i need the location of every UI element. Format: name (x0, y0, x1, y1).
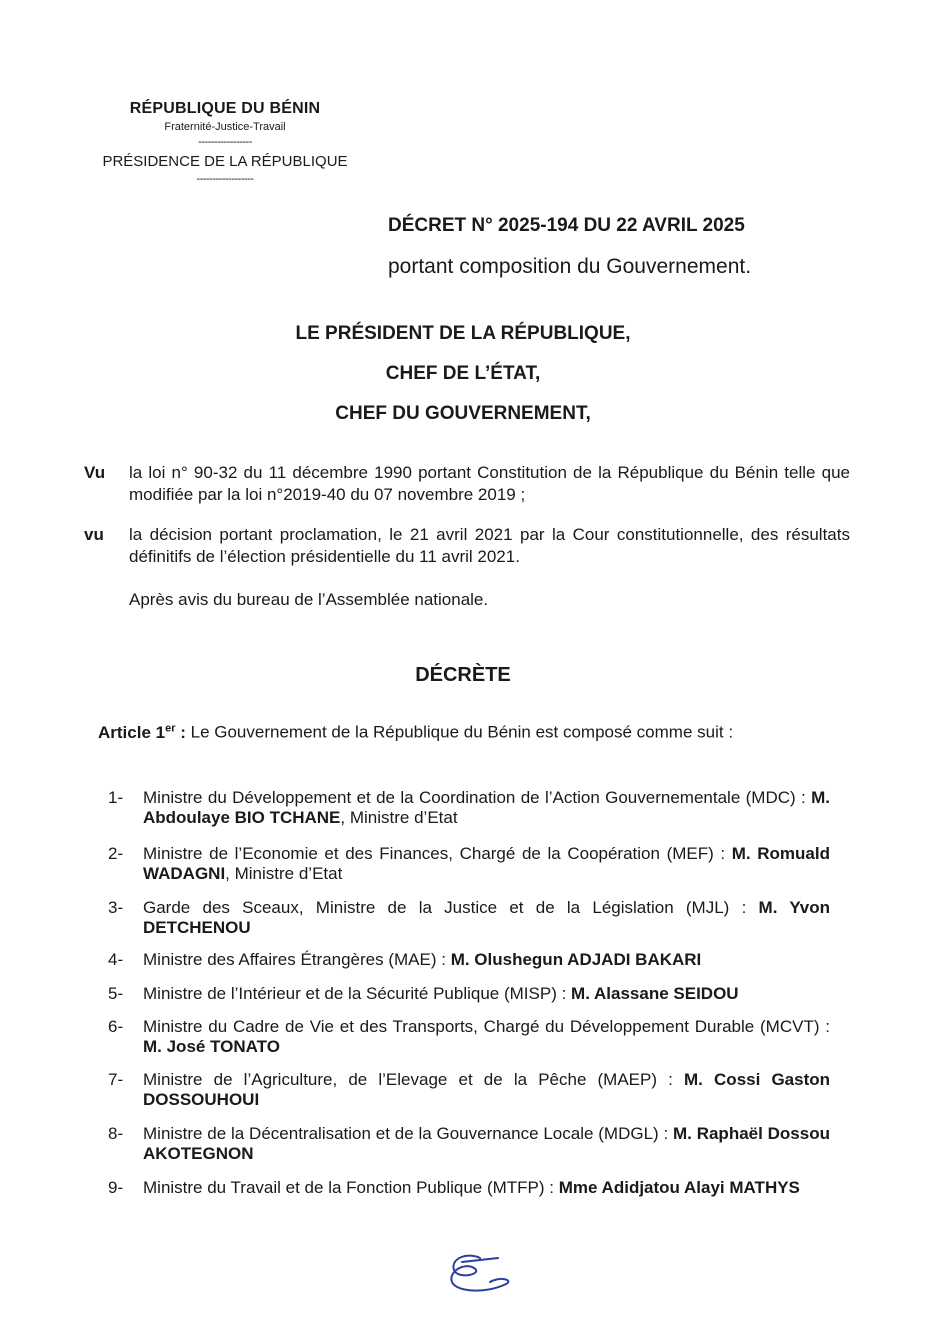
list-item (100, 1178, 830, 1198)
article-label-sup: er (165, 722, 176, 734)
separator: ------------------ (196, 173, 254, 185)
national-motto: Fraternité-Justice-Travail (164, 121, 286, 133)
minister-suffix: , Ministre d’Etat (340, 808, 458, 827)
consideration-text: la décision portant proclamation, le 21 avril 2021 par la Cour constitutionnelle, des résultats définitifs de l’élection présidentielle du 11 avril 2021. (129, 525, 850, 566)
minister-name: M. Cossi Gaston DOSSOUHOUI (143, 1070, 831, 1109)
ministry-role: Ministre de l’Economie et des Finances, Chargé de la Coopération (MEF) : (143, 844, 732, 863)
republic-name: RÉPUBLIQUE DU BÉNIN (129, 100, 321, 117)
consideration (84, 462, 850, 506)
article-1 (98, 722, 733, 743)
item-number: 8- (108, 1124, 124, 1143)
consideration-label: vu (84, 525, 104, 544)
consideration-label: Vu (84, 463, 106, 482)
decree-title: DÉCRET N° 2025-194 DU 22 AVRIL 2025 (388, 215, 745, 236)
item-number: 6- (108, 1017, 124, 1036)
after-opinion-text: Après avis du bureau de l’Assemblée nationale. (129, 590, 489, 609)
consideration (84, 524, 850, 568)
president-title-line: CHEF DE L’ÉTAT, (385, 363, 541, 384)
item-number: 2- (108, 844, 124, 863)
item-number: 5- (108, 984, 124, 1003)
list-item (100, 950, 830, 970)
ministry-role: Ministre du Développement et de la Coordination de l’Action Gouvernementale (MDC) : (143, 788, 812, 807)
presidency-name: PRÉSIDENCE DE LA RÉPUBLIQUE (102, 153, 348, 170)
president-title-line: CHEF DU GOUVERNEMENT, (335, 403, 591, 424)
minister-suffix: , Ministre d’Etat (225, 864, 343, 883)
decrees-heading: DÉCRÈTE (415, 664, 511, 686)
ministry-role: Ministre du Travail et de la Fonction Publique (MTFP) : (143, 1178, 559, 1197)
minister-name: M. Romuald WADAGNI (143, 844, 830, 883)
item-number: 1- (108, 788, 124, 807)
list-item (100, 1124, 830, 1164)
consideration-text: la loi n° 90-32 du 11 décembre 1990 portant Constitution de la République du Bénin telle que modifiée par la loi n°2019-40 du 07 novembre 2019 ; (129, 463, 850, 504)
letterhead (80, 100, 370, 185)
list-item (100, 984, 830, 1004)
ministry-role: Ministre de l’Intérieur et de la Sécurité Publique (MISP) : (143, 984, 572, 1003)
ministry-role: Ministre de l’Agriculture, de l’Elevage et de la Pêche (MAEP) : (143, 1070, 685, 1089)
list-item (100, 1017, 830, 1057)
list-item (100, 898, 830, 938)
article-label-colon: : (175, 722, 186, 742)
minister-name: M. Yvon DETCHENOU (143, 898, 830, 937)
list-item (100, 844, 830, 884)
ministry-role: Garde des Sceaux, Ministre de la Justice et de la Législation (MJL) : (143, 898, 759, 917)
ministry-role: Ministre des Affaires Étrangères (MAE) : (143, 950, 451, 969)
minister-name: M. Alassane SEIDOU (571, 984, 739, 1003)
article-text: Le Gouvernement de la République du Bénin est composé comme suit : (185, 722, 734, 742)
list-item (100, 788, 830, 828)
article-label-text: Article 1 (98, 722, 166, 742)
minister-name: M. Abdoulaye BIO TCHANE (143, 788, 830, 827)
decree-subtitle: portant composition du Gouvernement. (388, 255, 752, 278)
article-label (98, 723, 186, 742)
minister-name: M. José TONATO (143, 1037, 280, 1056)
president-title-line: LE PRÉSIDENT DE LA RÉPUBLIQUE, (295, 323, 631, 344)
ministry-role: Ministre de la Décentralisation et de la Gouvernance Locale (MDGL) : (143, 1124, 674, 1143)
minister-name: Mme Adidjatou Alayi MATHYS (558, 1178, 800, 1197)
ministry-role: Ministre du Cadre de Vie et des Transports, Chargé du Développement Durable (MCVT) : (143, 1017, 830, 1036)
item-number: 9- (108, 1178, 124, 1197)
separator: ----------------- (198, 136, 252, 148)
minister-name: M. Olushegun ADJADI BAKARI (450, 950, 702, 969)
minister-name: M. Raphaël Dossou AKOTEGNON (143, 1124, 830, 1163)
handwritten-initial-signature (440, 1248, 520, 1298)
item-number: 3- (108, 898, 124, 917)
president-title-block (0, 322, 926, 442)
item-number: 7- (108, 1070, 124, 1089)
list-item (100, 1070, 830, 1110)
item-number: 4- (108, 950, 124, 969)
